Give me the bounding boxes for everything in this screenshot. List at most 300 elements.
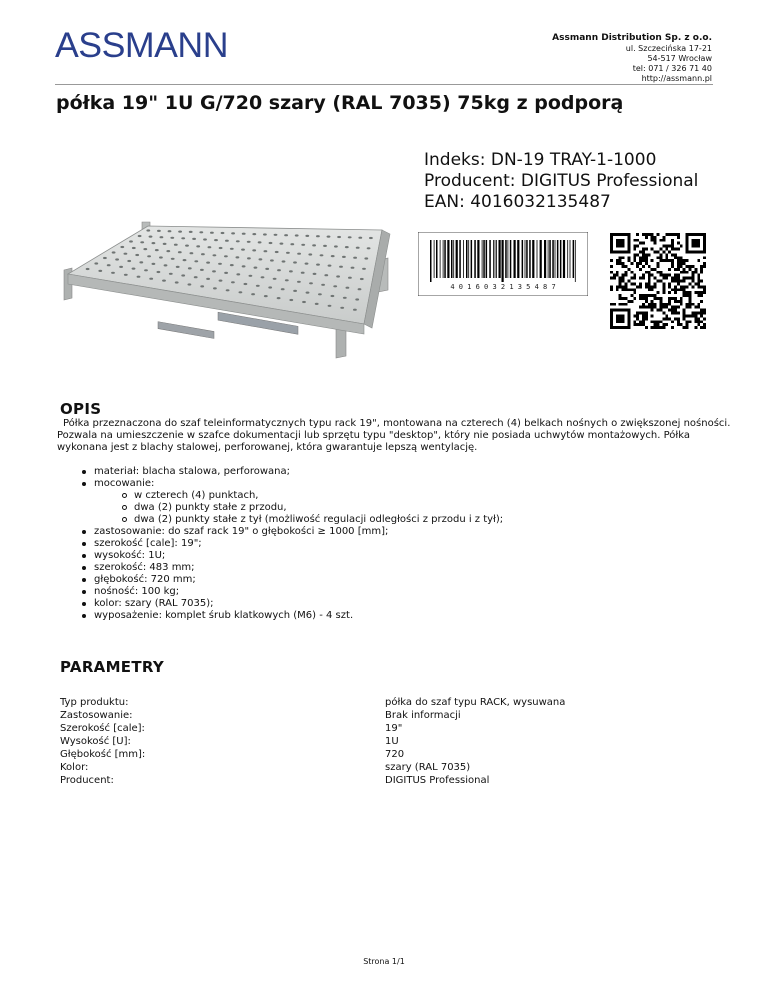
table-row bbox=[60, 696, 620, 709]
qr-module bbox=[674, 297, 677, 300]
param-value: 720 bbox=[385, 749, 405, 760]
qr-module bbox=[648, 303, 651, 306]
qr-module bbox=[642, 259, 645, 262]
qr-module bbox=[616, 274, 619, 277]
qr-module bbox=[703, 239, 706, 242]
qr-module bbox=[627, 245, 630, 248]
qr-module bbox=[668, 268, 671, 271]
qr-module bbox=[648, 271, 651, 274]
qr-module bbox=[645, 297, 648, 300]
qr-module bbox=[613, 274, 616, 277]
barcode-bar bbox=[560, 240, 562, 278]
perforation-hole bbox=[275, 251, 279, 253]
qr-module bbox=[659, 326, 662, 329]
qr-module bbox=[657, 320, 660, 323]
qr-module bbox=[622, 314, 625, 317]
perforation-hole bbox=[252, 249, 256, 251]
qr-module bbox=[671, 288, 674, 291]
qr-module bbox=[671, 297, 674, 300]
qr-module bbox=[686, 314, 689, 317]
qr-module bbox=[677, 265, 680, 268]
qr-module bbox=[683, 288, 686, 291]
perforation-hole bbox=[247, 257, 251, 259]
barcode-bar bbox=[486, 240, 488, 278]
qr-module bbox=[668, 233, 671, 236]
perforation-hole bbox=[225, 240, 229, 242]
perforation-hole bbox=[241, 249, 245, 251]
qr-module bbox=[619, 314, 622, 317]
qr-module bbox=[639, 320, 642, 323]
qr-module bbox=[694, 320, 697, 323]
qr-module bbox=[610, 250, 613, 253]
qr-module bbox=[619, 297, 622, 300]
qr-module bbox=[619, 239, 622, 242]
qr-module bbox=[662, 277, 665, 280]
qr-module bbox=[619, 320, 622, 323]
qr-module bbox=[613, 250, 616, 253]
qr-module bbox=[654, 323, 657, 326]
perforation-hole bbox=[152, 242, 156, 244]
perforation-hole bbox=[218, 263, 222, 265]
qr-module bbox=[674, 268, 677, 271]
qr-module bbox=[680, 285, 683, 288]
qr-module bbox=[654, 242, 657, 245]
qr-module bbox=[703, 242, 706, 245]
qr-module bbox=[627, 268, 630, 271]
param-key: Kolor: bbox=[60, 762, 89, 773]
barcode-bar bbox=[537, 240, 538, 278]
perforation-hole bbox=[358, 288, 362, 290]
qr-module bbox=[686, 306, 689, 309]
qr-module bbox=[686, 265, 689, 268]
barcode-bar bbox=[544, 240, 546, 278]
qr-module bbox=[654, 297, 657, 300]
qr-module bbox=[610, 248, 613, 251]
qr-module bbox=[627, 317, 630, 320]
perforation-hole bbox=[346, 287, 350, 289]
barcode-bar bbox=[430, 240, 432, 282]
page-number: Strona 1/1 bbox=[363, 957, 405, 966]
barcode-bar bbox=[489, 240, 491, 278]
qr-module bbox=[677, 317, 680, 320]
perforation-hole bbox=[200, 285, 204, 287]
qr-module bbox=[657, 291, 660, 294]
qr-module bbox=[630, 288, 633, 291]
qr-module bbox=[689, 294, 692, 297]
perforation-hole bbox=[157, 230, 161, 232]
qr-module bbox=[613, 303, 616, 306]
perforation-hole bbox=[219, 280, 223, 282]
qr-module bbox=[665, 253, 668, 256]
qr-module bbox=[686, 320, 689, 323]
barcode-bar bbox=[493, 240, 494, 278]
qr-module bbox=[630, 294, 633, 297]
qr-module bbox=[671, 253, 674, 256]
qr-module bbox=[703, 285, 706, 288]
barcode-bar bbox=[456, 240, 458, 278]
qr-module bbox=[694, 312, 697, 315]
qr-module bbox=[633, 256, 636, 259]
qr-module bbox=[683, 314, 686, 317]
qr-module bbox=[683, 268, 686, 271]
qr-module bbox=[700, 312, 703, 315]
qr-module bbox=[668, 303, 671, 306]
qr-module bbox=[625, 233, 628, 236]
qr-module bbox=[694, 245, 697, 248]
qr-module bbox=[686, 291, 689, 294]
perforation-hole bbox=[174, 244, 178, 246]
qr-module bbox=[668, 317, 671, 320]
list-item: wysokość: 1U; bbox=[78, 550, 503, 562]
qr-module bbox=[680, 245, 683, 248]
qr-module bbox=[639, 294, 642, 297]
qr-module bbox=[659, 300, 662, 303]
perforation-hole bbox=[224, 255, 228, 257]
param-key: Typ produktu: bbox=[60, 697, 129, 708]
perforation-hole bbox=[259, 258, 263, 260]
qr-module bbox=[703, 256, 706, 259]
barcode bbox=[418, 232, 588, 296]
qr-module bbox=[622, 256, 625, 259]
qr-module bbox=[686, 294, 689, 297]
qr-module bbox=[668, 259, 671, 262]
perforation-hole bbox=[208, 246, 212, 248]
perforation-hole bbox=[308, 253, 312, 255]
qr-module bbox=[697, 277, 700, 280]
perforation-hole bbox=[212, 270, 216, 272]
qr-module bbox=[680, 297, 683, 300]
qr-module bbox=[700, 250, 703, 253]
perforation-hole bbox=[318, 293, 322, 295]
perforation-hole bbox=[188, 267, 192, 269]
product-meta bbox=[424, 150, 698, 213]
qr-module bbox=[703, 265, 706, 268]
qr-module bbox=[622, 245, 625, 248]
qr-module bbox=[677, 320, 680, 323]
barcode-bar bbox=[463, 240, 464, 278]
qr-module bbox=[616, 314, 619, 317]
qr-module bbox=[642, 233, 645, 236]
qr-module bbox=[677, 259, 680, 262]
barcode-bar bbox=[510, 240, 512, 278]
qr-module bbox=[654, 326, 657, 329]
perforation-hole bbox=[135, 254, 139, 256]
qr-module bbox=[622, 285, 625, 288]
perforation-hole bbox=[127, 260, 131, 262]
qr-module bbox=[622, 280, 625, 283]
param-value: półka do szaf typu RACK, wysuwana bbox=[385, 697, 566, 708]
perforation-hole bbox=[305, 263, 309, 265]
qr-module bbox=[674, 317, 677, 320]
perforation-hole bbox=[340, 307, 344, 309]
qr-module bbox=[657, 250, 660, 253]
perforation-hole bbox=[284, 234, 288, 236]
qr-module bbox=[662, 288, 665, 291]
barcode-bar bbox=[459, 240, 461, 278]
param-value: 1U bbox=[385, 736, 399, 747]
list-item: w czterech (4) punktach, bbox=[78, 490, 503, 502]
qr-module bbox=[633, 239, 636, 242]
address-line-1: ul. Szczecińska 17-21 bbox=[625, 44, 712, 53]
qr-module bbox=[691, 242, 694, 245]
qr-module bbox=[636, 323, 639, 326]
perforation-hole bbox=[112, 251, 116, 253]
perforation-hole bbox=[219, 247, 223, 249]
qr-module bbox=[700, 309, 703, 312]
perforation-hole bbox=[281, 288, 285, 290]
table-row bbox=[60, 774, 620, 787]
qr-module bbox=[654, 268, 657, 271]
qr-module bbox=[627, 250, 630, 253]
barcode-bar bbox=[557, 240, 559, 278]
qr-module bbox=[616, 320, 619, 323]
qr-module bbox=[657, 280, 660, 283]
qr-module bbox=[642, 274, 645, 277]
qr-module bbox=[703, 288, 706, 291]
qr-module bbox=[686, 271, 689, 274]
qr-module bbox=[645, 314, 648, 317]
qr-module bbox=[642, 320, 645, 323]
qr-module bbox=[639, 312, 642, 315]
perforation-hole bbox=[120, 246, 124, 248]
qr-module bbox=[703, 309, 706, 312]
barcode-bar bbox=[451, 240, 453, 278]
param-value: szary (RAL 7035) bbox=[385, 762, 471, 773]
qr-module bbox=[639, 285, 642, 288]
perforation-hole bbox=[139, 261, 143, 263]
perforation-hole bbox=[86, 268, 90, 270]
qr-module bbox=[633, 253, 636, 256]
perforation-hole bbox=[210, 232, 214, 234]
qr-module bbox=[645, 300, 648, 303]
qr-module bbox=[683, 291, 686, 294]
qr-module bbox=[683, 294, 686, 297]
perforation-hole bbox=[331, 255, 335, 257]
qr-module bbox=[683, 277, 686, 280]
perforation-hole bbox=[261, 276, 265, 278]
qr-module bbox=[651, 314, 654, 317]
barcode-bar bbox=[482, 240, 483, 278]
website-link[interactable]: http://assmann.pl bbox=[641, 74, 712, 83]
qr-module bbox=[659, 271, 662, 274]
perforation-hole bbox=[166, 250, 170, 252]
qr-module bbox=[613, 309, 616, 312]
qr-module bbox=[654, 294, 657, 297]
list-item: dwa (2) punkty stałe z przodu, bbox=[78, 502, 503, 514]
qr-module bbox=[689, 300, 692, 303]
qr-module bbox=[694, 233, 697, 236]
qr-module bbox=[645, 236, 648, 239]
perforation-hole bbox=[181, 274, 185, 276]
barcode-bar bbox=[563, 240, 565, 278]
qr-module bbox=[674, 300, 677, 303]
qr-module bbox=[665, 306, 668, 309]
qr-module bbox=[645, 256, 648, 259]
qr-module bbox=[668, 282, 671, 285]
address-line-2: 54-517 Wrocław bbox=[647, 54, 712, 63]
qr-module bbox=[619, 259, 622, 262]
qr-module bbox=[662, 259, 665, 262]
qr-module bbox=[625, 271, 628, 274]
qr-module bbox=[627, 256, 630, 259]
qr-module bbox=[686, 323, 689, 326]
qr-module bbox=[633, 277, 636, 280]
perforation-hole bbox=[185, 245, 189, 247]
qr-module bbox=[633, 282, 636, 285]
qr-module bbox=[697, 274, 700, 277]
qr-module bbox=[619, 303, 622, 306]
perforation-hole bbox=[94, 262, 98, 264]
qr-module bbox=[633, 323, 636, 326]
qr-module bbox=[671, 326, 674, 329]
qr-module bbox=[683, 317, 686, 320]
perforation-hole bbox=[355, 298, 359, 300]
qr-module bbox=[610, 309, 613, 312]
qr-module bbox=[627, 248, 630, 251]
qr-module bbox=[636, 314, 639, 317]
qr-module bbox=[642, 250, 645, 253]
qr-module bbox=[665, 233, 668, 236]
qr-module bbox=[610, 312, 613, 315]
qr-module bbox=[627, 280, 630, 283]
perforation-hole bbox=[132, 268, 136, 270]
perforation-hole bbox=[119, 266, 123, 268]
qr-module bbox=[689, 306, 692, 309]
perforation-hole bbox=[146, 229, 150, 231]
perforation-hole bbox=[270, 259, 274, 261]
qr-module bbox=[668, 245, 671, 248]
qr-module bbox=[668, 300, 671, 303]
qr-module bbox=[665, 245, 668, 248]
perforation-hole bbox=[277, 297, 281, 299]
perforation-hole bbox=[178, 231, 182, 233]
perforation-hole bbox=[348, 236, 352, 238]
perforation-hole bbox=[242, 233, 246, 235]
qr-module bbox=[654, 285, 657, 288]
perforation-hole bbox=[315, 303, 319, 305]
perforation-hole bbox=[264, 295, 268, 297]
perforation-hole bbox=[247, 241, 251, 243]
qr-module bbox=[654, 239, 657, 242]
list-item: materiał: blacha stalowa, perforowana; bbox=[78, 466, 503, 478]
qr-module bbox=[625, 274, 628, 277]
qr-module bbox=[697, 291, 700, 294]
qr-module bbox=[633, 259, 636, 262]
qr-module bbox=[677, 282, 680, 285]
qr-module bbox=[668, 285, 671, 288]
barcode-bar bbox=[444, 240, 446, 278]
qr-module bbox=[613, 277, 616, 280]
param-key: Głębokość [mm]: bbox=[60, 749, 146, 760]
qr-module bbox=[686, 277, 689, 280]
qr-module bbox=[680, 259, 683, 262]
qr-module bbox=[610, 303, 613, 306]
qr-module bbox=[610, 323, 613, 326]
qr-module bbox=[691, 265, 694, 268]
barcode-bar bbox=[466, 240, 468, 278]
qr-module bbox=[654, 236, 657, 239]
qr-module bbox=[616, 239, 619, 242]
qr-module bbox=[639, 268, 642, 271]
qr-module bbox=[616, 285, 619, 288]
qr-module bbox=[689, 314, 692, 317]
product-title: półka 19" 1U G/720 szary (RAL 7035) 75kg z podporą bbox=[56, 92, 624, 114]
perforation-hole bbox=[289, 299, 293, 301]
qr-module bbox=[616, 259, 619, 262]
perforation-hole bbox=[137, 276, 141, 278]
perforation-hole bbox=[252, 233, 256, 235]
qr-module bbox=[686, 233, 689, 236]
qr-module bbox=[662, 282, 665, 285]
qr-module bbox=[671, 242, 674, 245]
perforation-hole bbox=[213, 287, 217, 289]
qr-module bbox=[610, 239, 613, 242]
qr-module bbox=[662, 274, 665, 277]
qr-module bbox=[677, 280, 680, 283]
qr-module bbox=[639, 282, 642, 285]
qr-module bbox=[642, 256, 645, 259]
qr-module bbox=[662, 245, 665, 248]
qr-module bbox=[654, 282, 657, 285]
barcode-bar bbox=[522, 240, 524, 278]
qr-module bbox=[645, 285, 648, 288]
qr-module bbox=[636, 265, 639, 268]
company-name: Assmann Distribution Sp. z o.o. bbox=[552, 33, 712, 43]
barcode-bar bbox=[499, 240, 501, 278]
qr-module bbox=[651, 306, 654, 309]
qr-module bbox=[665, 303, 668, 306]
qr-module bbox=[677, 233, 680, 236]
perforation-hole bbox=[264, 250, 268, 252]
qr-module bbox=[619, 262, 622, 265]
qr-module bbox=[680, 256, 683, 259]
qr-module bbox=[642, 314, 645, 317]
qr-module bbox=[700, 265, 703, 268]
qr-module bbox=[657, 233, 660, 236]
qr-module bbox=[680, 300, 683, 303]
qr-module bbox=[616, 309, 619, 312]
qr-module bbox=[619, 285, 622, 288]
list-item: wyposażenie: komplet śrub klatkowych (M6) - 4 szt. bbox=[78, 610, 503, 622]
perforation-hole bbox=[242, 265, 246, 267]
qr-module bbox=[665, 248, 668, 251]
qr-module bbox=[694, 282, 697, 285]
perforation-hole bbox=[316, 235, 320, 237]
qr-module bbox=[671, 239, 674, 242]
qr-module bbox=[686, 248, 689, 251]
qr-module bbox=[671, 262, 674, 265]
qr-module bbox=[648, 274, 651, 277]
qr-module bbox=[622, 297, 625, 300]
barcode-bar bbox=[496, 240, 497, 278]
parameters-table bbox=[60, 696, 620, 787]
qr-module bbox=[697, 280, 700, 283]
perforation-hole bbox=[132, 247, 136, 249]
qr-module bbox=[697, 239, 700, 242]
qr-module bbox=[691, 277, 694, 280]
qr-module bbox=[686, 236, 689, 239]
qr-module bbox=[657, 309, 660, 312]
param-value: 19" bbox=[385, 723, 403, 734]
list-item: kolor: szary (RAL 7035); bbox=[78, 598, 503, 610]
qr-module bbox=[619, 277, 622, 280]
product-index: Indeks: DN-19 TRAY-1-1000 bbox=[424, 150, 657, 170]
barcode-bar bbox=[514, 240, 516, 278]
qr-module bbox=[689, 297, 692, 300]
qr-module bbox=[636, 245, 639, 248]
qr-module bbox=[691, 280, 694, 283]
qr-module bbox=[677, 236, 680, 239]
